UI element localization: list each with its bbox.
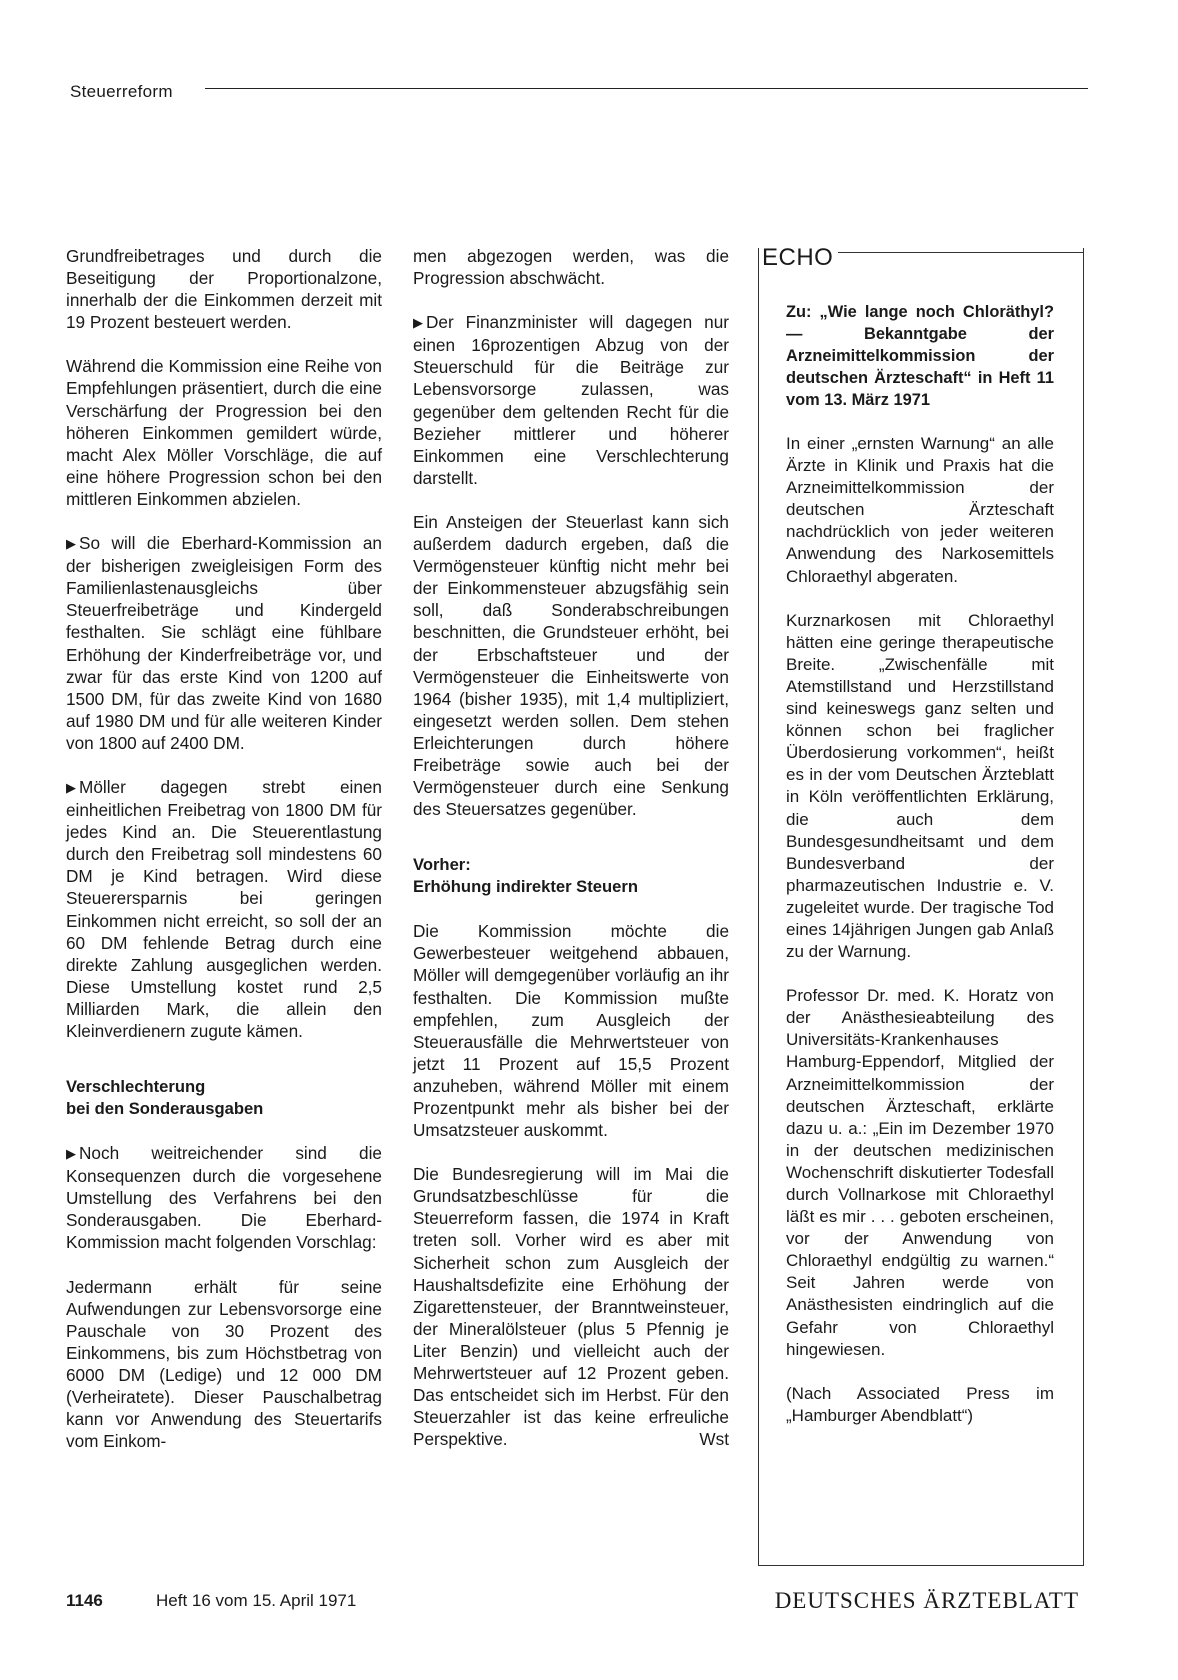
paragraph: (Nach Associated Press im „Hamburger Abendblatt“) bbox=[786, 1383, 1054, 1425]
bullet-arrow-icon: ▶ bbox=[66, 1146, 76, 1162]
paragraph: Während die Kommission eine Reihe von Empfehlungen präsentiert, durch die eine Verschärfung der Progression bei den höheren Einkommen gemildert würde, macht Alex Möller Vorschläge, die auf eine höhere Progression schon bei den mittleren Einkommen abzielen. bbox=[66, 356, 382, 509]
issue-info: Heft 16 vom 15. April 1971 bbox=[156, 1591, 357, 1610]
paragraph-text: So will die Eberhard-Kommission an der bisherigen zweigleisigen Form des Familienlastenausgleichs über Steuerfreibeträge und Kindergeld festhalten. Sie schlägt eine fühlbare Erhöhung der Kinderfreibeträge vor, und zwar für das erste Kind von 1200 auf 1500 DM, für das zweite Kind von 1680 auf 1980 DM und für alle weiteren Kinder von 1800 auf 2400 DM. bbox=[66, 533, 382, 753]
paragraph-text: Noch weitreichender sind die Konsequenzen durch die vorgesehene Umstellung des Verfahrens bei den Sonderausgaben. Die Eberhard-Kommission macht folgenden Vorschlag: bbox=[66, 1143, 382, 1253]
paragraph bbox=[413, 1163, 729, 1450]
heading-line: Verschlechterung bbox=[66, 1077, 206, 1097]
section-label: Steuerreform bbox=[70, 82, 173, 101]
bullet-arrow-icon: ▶ bbox=[66, 536, 76, 552]
paragraph: men abgezogen werden, was die Progression abschwächt. bbox=[413, 246, 729, 289]
paragraph: Ein Ansteigen der Steuerlast kann sich außerdem dadurch ergeben, daß die Vermögensteuer künftig nicht mehr bei der Einkommensteuer abzugsfähig sein soll, daß Sonderabschreibungen beschnitten, die Grundsteuer erhöht, bei der Erbschaftsteuer und der Vermögensteuer die Einheitswerte von 1964 (bisher 1935), mit 1,4 multipliziert, eingesetzt werden sollen. Dem stehen Erleichterungen durch höhere Freibeträge sowie auch bei der Vermögensteuer durch eine Senkung des Steuersatzes gegenüber. bbox=[413, 511, 729, 820]
paragraph-text: Die Bundesregierung will im Mai die Grundsatzbeschlüsse für die Steuerreform fassen, die 1974 in Kraft treten soll. Vorher wird es aber mit Sicherheit schon zum Ausgleich der Haushaltsdefizite eine Erhöhung der Zigarettensteuer, der Branntweinsteuer, der Mineralölsteuer (plus 5 Pfennig je Liter Benzin) und vielleicht auch der Mehrwertsteuer auf 12 Prozent geben. Das entscheidet sich im Herbst. Für den Steuerzahler ist das keine erfreuliche Perspektive. bbox=[413, 1164, 729, 1450]
paragraph bbox=[66, 1142, 382, 1253]
heading-line: bei den Sonderausgaben bbox=[66, 1099, 264, 1119]
header-rule bbox=[205, 88, 1088, 89]
heading-line: Erhöhung indirekter Steuern bbox=[413, 877, 638, 897]
paragraph bbox=[66, 532, 382, 754]
paragraph: Grundfreibetrages und durch die Beseitigung der Proportionalzone, innerhalb der die Einkommen derzeit mit 19 Prozent besteuert werden. bbox=[66, 246, 382, 333]
article-column-1 bbox=[66, 245, 382, 1474]
section-heading bbox=[66, 1076, 382, 1120]
paragraph bbox=[413, 311, 729, 489]
paragraph: In einer „ernsten Warnung“ an alle Ärzte in Klinik und Praxis hat die Arzneimittelkommission der deutschen Ärzteschaft nachdrücklich von jeder weiteren Anwendung des Narkosemittels Chloraethyl abgeraten. bbox=[786, 434, 1054, 586]
author-signature: Wst bbox=[699, 1429, 729, 1450]
article-column-2 bbox=[413, 245, 729, 1472]
echo-box-topline bbox=[838, 252, 1084, 253]
echo-heading: Zu: „Wie lange noch Chloräthyl? — Bekanntgabe der Arzneimittelkommission der deutschen Ärzteschaft“ in Heft 11 vom 13. März 1971 bbox=[786, 303, 1054, 409]
page-number: 1146 bbox=[66, 1591, 103, 1610]
paragraph bbox=[66, 776, 382, 1042]
echo-label: ECHO bbox=[762, 244, 834, 271]
echo-body bbox=[786, 301, 1054, 1449]
paragraph-text: Der Finanzminister will dagegen nur einen 16prozentigen Abzug von der Steuerschuld für die Beiträge zur Lebensvorsorge zulassen, was gegenüber dem geltenden Recht für die Bezieher mittlerer und höherer Einkommen eine Verschlechterung darstellt. bbox=[413, 312, 729, 488]
bullet-arrow-icon: ▶ bbox=[413, 315, 423, 331]
masthead: DEUTSCHES ÄRZTEBLATT bbox=[774, 1588, 1079, 1613]
bullet-arrow-icon: ▶ bbox=[66, 779, 76, 795]
paragraph: Jedermann erhält für seine Aufwendungen zur Lebensvorsorge eine Pauschale von 30 Prozent des Einkommens, bis zum Höchstbetrag von 6000 DM (Ledige) und 12 000 DM (Verheiratete). Dieser Pauschalbetrag kann vor Anwendung des Steuertarifs vom Einkom- bbox=[66, 1276, 382, 1452]
paragraph: Kurznarkosen mit Chloraethyl hätten eine geringe therapeutische Breite. „Zwischenfälle mit Atemstillstand und Herzstillstand sind keineswegs ganz selten und können schon bei fraglicher Überdosierung vorkommen“, heißt es in der vom Deutschen Ärzteblatt in Köln veröffentlichten Erklärung, die auch dem Bundesgesundheitsamt und dem Bundesverband der pharmazeutischen Industrie e. V. zugeleitet wurde. Der tragische Tod eines 14jährigen Jungen gab Anlaß zu der Warnung. bbox=[786, 610, 1054, 962]
paragraph-text: Möller dagegen strebt einen einheitlichen Freibetrag von 1800 DM für jedes Kind an. Die Steuerentlastung durch den Freibetrag soll mindestens 60 DM je Kind betragen. Wird diese Steuerersparnis bei geringen Einkommen nicht erreicht, so soll der an 60 DM fehlende Betrag durch eine direkte Zahlung ausgeglichen werden. Diese Umstellung kostet rund 2,5 Milliarden Mark, die allein den Kleinverdienern zugute kämen. bbox=[66, 776, 382, 1041]
heading-line: Vorher: bbox=[413, 855, 471, 875]
paragraph: Die Kommission möchte die Gewerbesteuer weitgehend abbauen, Möller will demgegenüber vorläufig an ihr festhalten. Die Kommission mußte empfehlen, zum Ausgleich der Steuerausfälle die Mehrwertsteuer von jetzt 11 Prozent auf 15,5 Prozent anzuheben, während Möller mit einem Prozentpunkt mehr als bisher bei der Umsatzsteuer auskommt. bbox=[413, 921, 729, 1141]
section-heading bbox=[413, 854, 729, 898]
paragraph: Professor Dr. med. K. Horatz von der Anästhesieabteilung des Universitäts-Krankenhauses Hamburg-Eppendorf, Mitglied der Arzneimittelkommission der deutschen Ärzteschaft, erklärte dazu u. a.: „Ein im Dezember 1970 in der deutschen medizinischen Wochenschrift diskutierter Todesfall durch Vollnarkose mit Chloraethyl läßt es mir . . . geboten erscheinen, vor der Anwendung von Chloraethyl endgültig zu warnen.“ Seit Jahren werde von Anästhesisten eindringlich auf die Gefahr von Chloraethyl hingewiesen. bbox=[786, 986, 1054, 1359]
